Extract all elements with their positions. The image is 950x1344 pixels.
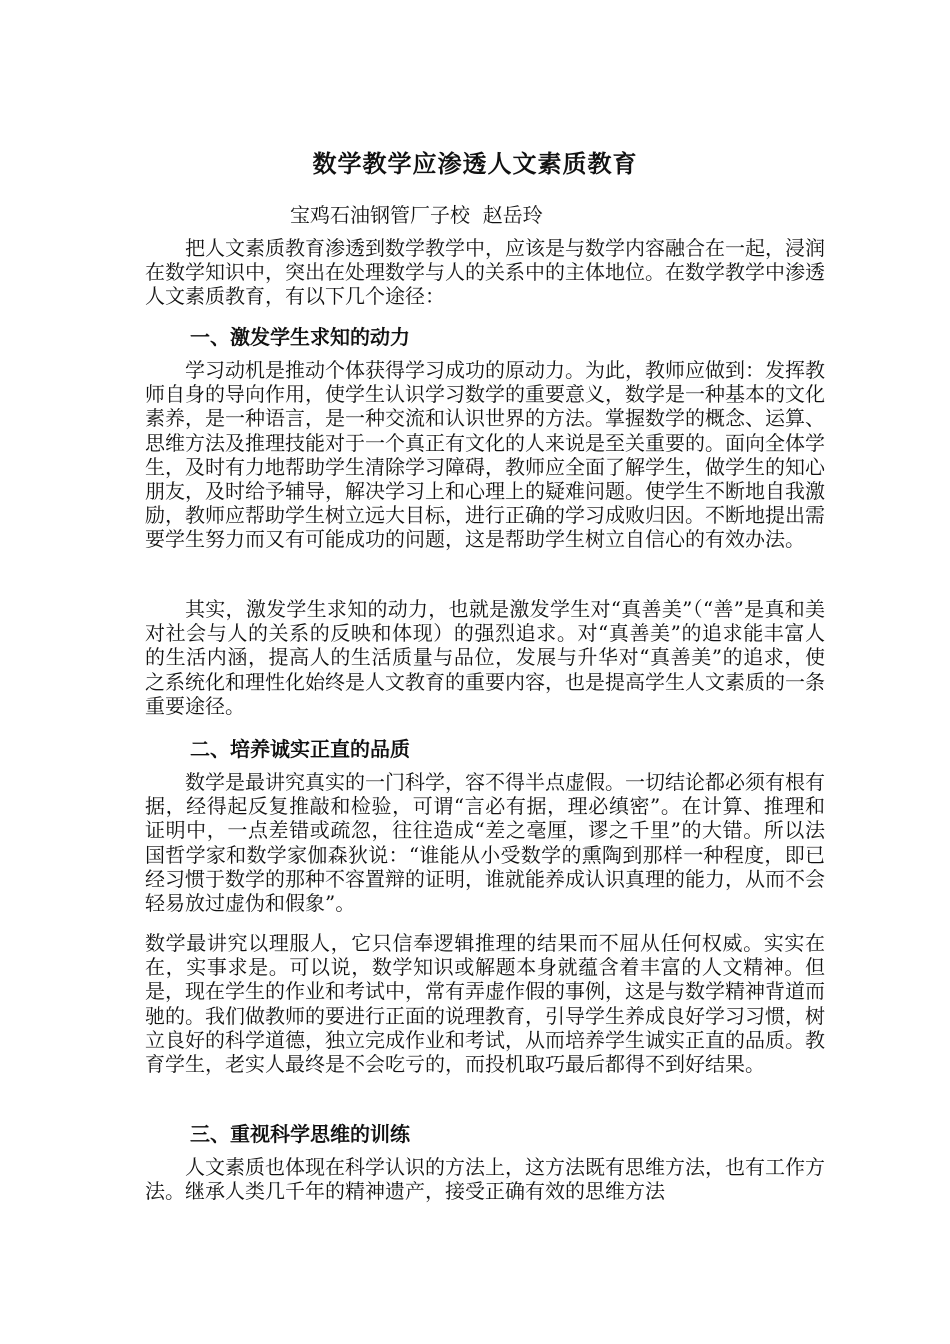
section-1-paragraph-2: 其实，激发学生求知的动力，也就是激发学生对“真善美”（“善”是真和美对社会与人的关系的反映和体现）的强烈追求。对“真善美”的追求能丰富人的生活内涵，提高人的生活质量与品位，发展与升华对“真善美”的追求，使之系统化和理性化始终是人文教育的重要内容，也是提高学生人文素质的一条重要途径。 [145,597,825,718]
intro-paragraph: 把人文素质教育渗透到数学教学中，应该是与数学内容融合在一起，浸润在数学知识中，突出在处理数学与人的关系中的主体地位。在数学教学中渗透人文素质教育，有以下几个途径： [145,236,825,309]
section-3-paragraph-1: 人文素质也体现在科学认识的方法上，这方法既有思维方法，也有工作方法。继承人类几千年的精神遗产，接受正确有效的思维方法 [145,1155,825,1204]
section-2-paragraph-1: 数学是最讲究真实的一门科学，容不得半点虚假。一切结论都必须有根有据，经得起反复推敲和检验，可谓“言必有据，理必缜密”。在计算、推理和证明中，一点差错或疏忽，往往造成“差之毫厘，谬之千里”的大错。所以法国哲学家和数学家伽森狄说：“谁能从小受数学的熏陶到那样一种程度，即已经习惯于数学的那种不容置辩的证明，谁就能养成认识真理的能力，从而不会轻易放过虚伪和假象”。 [145,770,825,916]
section-1-heading: 一、激发学生求知的动力 [190,325,410,349]
section-3-heading: 三、重视科学思维的训练 [190,1122,410,1146]
section-2-heading: 二、培养诚实正直的品质 [190,737,410,761]
section-2-paragraph-2: 数学最讲究以理服人，它只信奉逻辑推理的结果而不屈从任何权威。实实在在，实事求是。可以说，数学知识或解题本身就蕴含着丰富的人文精神。但是，现在学生的作业和考试中，常有弄虚作假的事例，这是与数学精神背道而驰的。我们做教师的要进行正面的说理教育，引导学生养成良好学习习惯，树立良好的科学道德，独立完成作业和考试，从而培养学生诚实正直的品质。教育学生，老实人最终是不会吃亏的，而投机取巧最后都得不到好结果。 [145,931,825,1077]
document-title: 数学教学应渗透人文素质教育 [312,149,638,178]
section-1-paragraph-1: 学习动机是推动个体获得学习成功的原动力。为此，教师应做到：发挥教师自身的导向作用，使学生认识学习数学的重要意义，数学是一种基本的文化素养，是一种语言，是一种交流和认识世界的方法。掌握数学的概念、运算、思维方法及推理技能对于一个真正有文化的人来说是至关重要的。面向全体学生，及时有力地帮助学生清除学习障碍，教师应全面了解学生，做学生的知心朋友，及时给予辅导，解决学习上和心理上的疑难问题。使学生不断地自我激励，教师应帮助学生树立远大目标，进行正确的学习成败归因。不断地提出需要学生努力而又有可能成功的问题，这是帮助学生树立自信心的有效办法。 [145,358,825,552]
author-line: 宝鸡石油钢管厂子校 赵岳玲 [290,203,543,227]
